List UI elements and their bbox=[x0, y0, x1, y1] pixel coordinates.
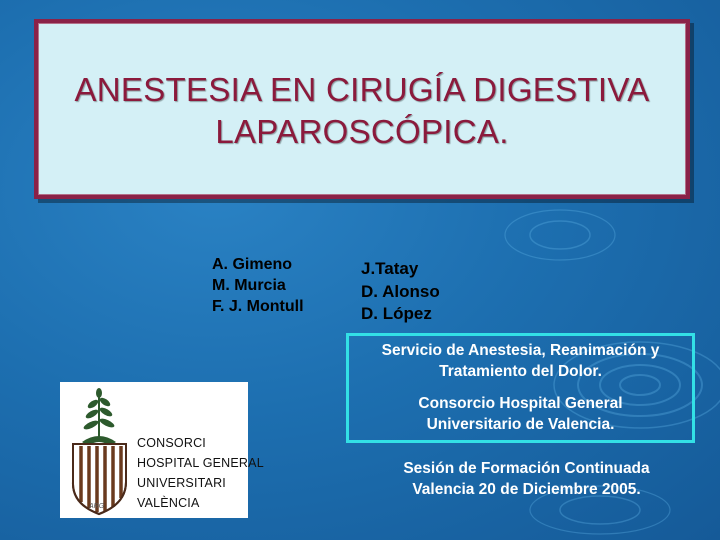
title-line-1: ANESTESIA EN CIRUGÍA DIGESTIVA bbox=[74, 71, 650, 108]
session-line: Valencia 20 de Diciembre 2005. bbox=[412, 481, 641, 498]
authors-right bbox=[361, 258, 440, 326]
institution-text bbox=[346, 393, 695, 435]
slide-title bbox=[38, 69, 686, 153]
author-name: J.Tatay bbox=[361, 259, 419, 278]
logo-signature: ARG bbox=[89, 503, 105, 510]
author-name: D. Alonso bbox=[361, 281, 440, 301]
title-line-2: LAPAROSCÓPICA. bbox=[215, 113, 509, 150]
logo-line: HOSPITAL GENERAL bbox=[137, 456, 264, 470]
logo-line: UNIVERSITARI bbox=[137, 476, 226, 490]
author-name: F. J. Montull bbox=[212, 298, 304, 315]
logo-line: VALÈNCIA bbox=[137, 496, 200, 510]
logo-line: CONSORCI bbox=[137, 436, 206, 450]
session-text bbox=[352, 458, 701, 500]
service-line: Servicio de Anestesia, Reanimación y bbox=[381, 342, 660, 359]
authors-left bbox=[212, 254, 304, 317]
institution-line: Universitario de Valencia. bbox=[426, 416, 615, 433]
author-name: D. López bbox=[361, 304, 432, 323]
service-line: Tratamiento del Dolor. bbox=[439, 363, 602, 380]
session-line: Sesión de Formación Continuada bbox=[403, 460, 650, 477]
title-box bbox=[34, 19, 690, 199]
service-text bbox=[346, 340, 695, 382]
institution-line: Consorcio Hospital General bbox=[418, 395, 623, 412]
author-name: M. Murcia bbox=[212, 277, 286, 294]
author-name: A. Gimeno bbox=[212, 256, 293, 273]
hospital-logo bbox=[60, 382, 264, 518]
